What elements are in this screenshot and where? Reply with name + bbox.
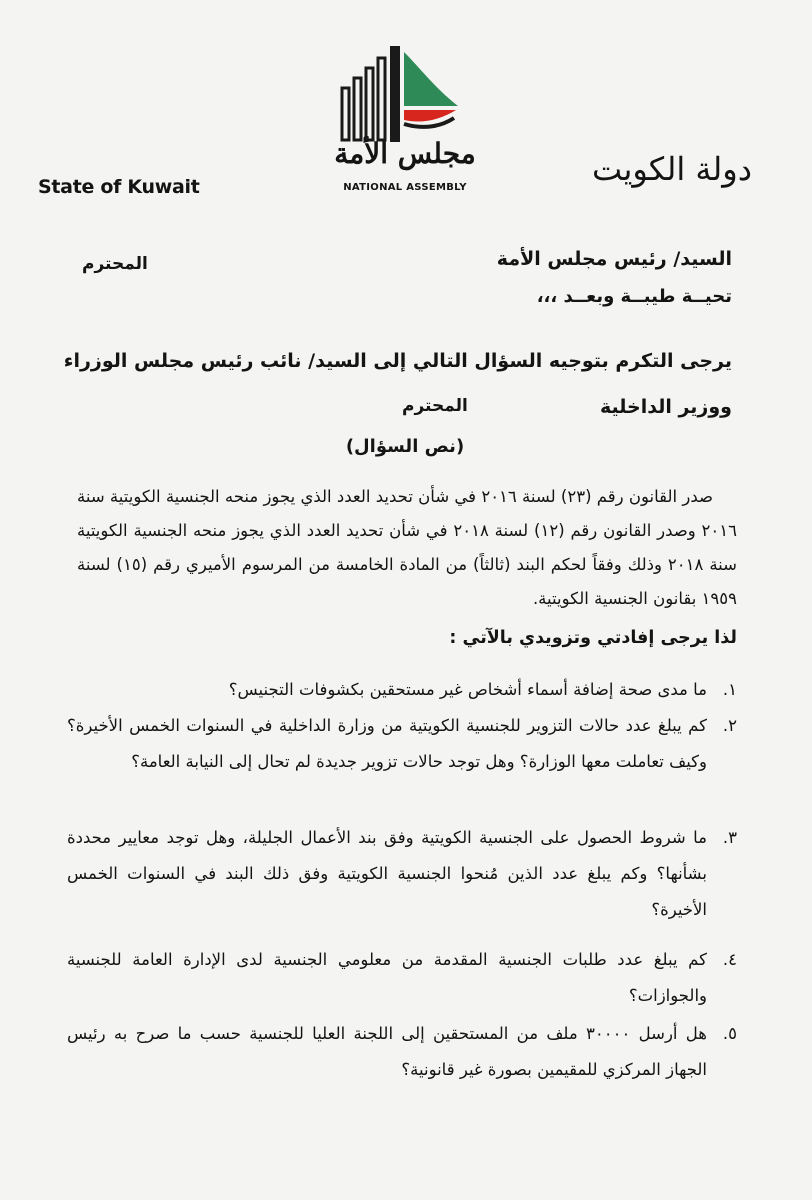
question-item	[67, 820, 737, 928]
question-number: ٥.	[722, 1024, 737, 1043]
state-name-english: State of Kuwait	[38, 176, 200, 198]
intro-paragraph: صدر القانون رقم (٢٣) لسنة ٢٠١٦ في شأن تحديد العدد الذي يجوز منحه الجنسية الكويتية سنة ٢٠١٦ وصدر القانون رقم (١٢) لسنة ٢٠١٨ في شأن تحديد العدد الذي يجوز منحه الجنسية الكويتية سنة ٢٠١٨ وذلك وفقاً لحكم البند (ثالثاً) من المادة الخامسة من المرسوم الأميري رقم (١٥) لسنة ١٩٥٩ بقانون الجنسية الكويتية.	[77, 487, 737, 608]
question-number: ٣.	[722, 828, 737, 847]
question-text: كم يبلغ عدد حالات التزوير للجنسية الكويتية من وزارة الداخلية في السنوات الخمس الأخيرة؟ وكيف تعاملت معها الوزارة؟ وهل توجد حالات تزوير جديدة لم تحال إلى النيابة العامة؟	[67, 716, 707, 771]
respect-label-2: المحترم	[402, 396, 468, 416]
request-line-2: ووزير الداخلية	[600, 396, 732, 418]
question-title: (نص السؤال)	[345, 436, 465, 457]
question-text: كم يبلغ عدد طلبات الجنسية المقدمة من معلومي الجنسية لدى الإدارة العامة للجنسية والجوازات؟	[67, 950, 707, 1005]
question-item	[67, 1016, 737, 1088]
question-number: ٤.	[722, 950, 737, 969]
question-text: ما شروط الحصول على الجنسية الكويتية وفق بند الأعمال الجليلة، وهل توجد معايير محددة بشأنها؟ وكم يبلغ عدد الذين مُنحوا الجنسية الكويتية وفق ذلك البند في السنوات الخمس الأخيرة؟	[67, 828, 707, 919]
question-item	[67, 708, 737, 780]
question-text: ما مدى صحة إضافة أسماء أشخاص غير مستحقين بكشوفات التجنيس؟	[228, 680, 707, 699]
greeting: تحيــة طيبــة وبعــد ،،،	[536, 286, 732, 307]
question-number: ١.	[722, 680, 737, 699]
addressee: السيد/ رئيس مجلس الأمة	[496, 248, 732, 270]
ask-line: لذا يرجى إفادتي وتزويدي بالآتي :	[449, 628, 737, 648]
question-number: ٢.	[722, 716, 737, 735]
question-item	[67, 672, 737, 708]
assembly-name-english: NATIONAL ASSEMBLY	[343, 182, 467, 193]
state-name-arabic: دولة الكويت	[592, 150, 752, 188]
respect-label-1: المحترم	[82, 254, 148, 274]
question-text: هل أرسل ٣٠٠٠٠ ملف من المستحقين إلى اللجنة العليا للجنسية حسب ما صرح به رئيس الجهاز المركزي للمقيمين بصورة غير قانونية؟	[67, 1024, 707, 1079]
request-line-1: يرجى التكرم بتوجيه السؤال التالي إلى السيد/ نائب رئيس مجلس الوزراء	[63, 350, 732, 372]
assembly-name-arabic: مجلس الأمة	[334, 137, 476, 170]
question-item	[67, 942, 737, 1014]
